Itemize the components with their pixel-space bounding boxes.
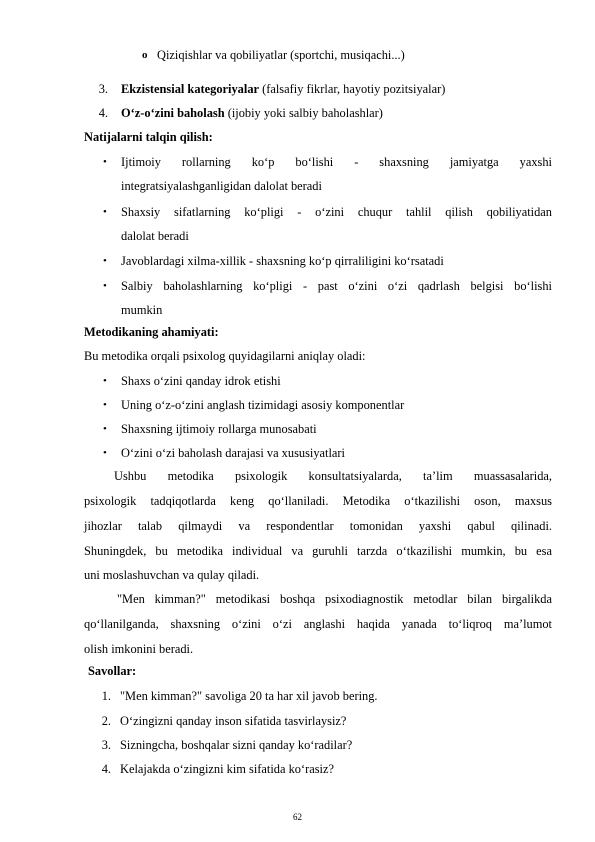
category-term: O‘z-o‘zini baholash bbox=[121, 106, 225, 120]
paragraph-line: Ushbu metodika psixologik konsultatsiyalarda, ta’lim muassasalarida, bbox=[114, 469, 552, 483]
category-desc: (falsafiy fikrlar, hayotiy pozitsiyalar) bbox=[259, 82, 446, 96]
section-heading: Metodikaning ahamiyati: bbox=[84, 325, 219, 339]
question-item: Sizningcha, boshqalar sizni qanday ko‘radilar? bbox=[120, 738, 353, 752]
page-number: 62 bbox=[293, 812, 302, 822]
question-item: "Men kimman?" savoliga 20 ta har xil javob bering. bbox=[120, 689, 378, 703]
bullet: • bbox=[103, 423, 107, 435]
bullet-text: mumkin bbox=[121, 303, 163, 317]
bullet-text: Shaxsiy sifatlarning ko‘pligi - o‘zini chuqur tahlil qilish qobiliyatidan bbox=[121, 205, 552, 219]
paragraph-line: jihozlar talab qilmaydi va respondentlar tomonidan yaxshi qabul qilinadi. bbox=[84, 519, 552, 533]
bullet-text: Ijtimoiy rollarning ko‘p bo‘lishi - shaxsning jamiyatga yaxshi bbox=[121, 155, 552, 169]
bullet: • bbox=[103, 206, 107, 218]
bullet-text: Shaxs o‘zini qanday idrok etishi bbox=[121, 374, 281, 388]
list-number: 2. bbox=[101, 714, 111, 728]
list-number: 4. bbox=[98, 106, 108, 120]
paragraph-line: uni moslashuvchan va qulay qiladi. bbox=[84, 568, 260, 582]
bullet-text: Javoblardagi xilma-xillik - shaxsning ko‘p qirraliligini ko‘rsatadi bbox=[121, 254, 444, 268]
sub-list-item: Qiziqishlar va qobiliyatlar (sportchi, musiqachi...) bbox=[157, 48, 405, 62]
section-heading: Natijalarni talqin qilish: bbox=[84, 130, 213, 144]
list-number: 3. bbox=[98, 82, 108, 96]
bullet: • bbox=[103, 255, 107, 267]
list-number: 4. bbox=[101, 762, 111, 776]
paragraph-line: "Men kimman?" metodikasi boshqa psixodiagnostik metodlar bilan birgalikda bbox=[117, 592, 552, 606]
section-heading: Savollar: bbox=[88, 664, 137, 678]
bullet-text: dalolat beradi bbox=[121, 229, 189, 243]
list-number: 1. bbox=[101, 689, 111, 703]
category-item bbox=[121, 78, 445, 100]
bullet: • bbox=[103, 280, 107, 292]
bullet-text: Shaxsning ijtimoiy rollarga munosabati bbox=[121, 422, 317, 436]
bullet: • bbox=[103, 399, 107, 411]
bullet: • bbox=[103, 447, 107, 459]
question-item: Kelajakda o‘zingizni kim sifatida ko‘rasiz? bbox=[120, 762, 334, 776]
category-item bbox=[121, 102, 383, 124]
paragraph-line: olish imkonini beradi. bbox=[84, 642, 194, 656]
bullet: • bbox=[103, 375, 107, 387]
paragraph-line: Shuningdek, bu metodika individual va guruhli tarzda o‘tkazilishi mumkin, bu esa bbox=[84, 544, 552, 558]
paragraph-line: qo‘llanilganda, shaxsning o‘zini o‘zi anglashi haqida yanada to‘liqroq ma’lumot bbox=[84, 617, 552, 631]
circle-bullet: o bbox=[142, 49, 148, 61]
category-desc: (ijobiy yoki salbiy baholashlar) bbox=[224, 106, 383, 120]
bullet-text: integratsiyalashganligidan dalolat beradi bbox=[121, 179, 322, 193]
question-item: O‘zingizni qanday inson sifatida tasvirlaysiz? bbox=[120, 714, 347, 728]
bullet-text: Salbiy baholashlarning ko‘pligi - past o‘zini o‘zi qadrlash belgisi bo‘lishi bbox=[121, 279, 552, 293]
list-number: 3. bbox=[101, 738, 111, 752]
bullet-text: O‘zini o‘zi baholash darajasi va xususiyatlari bbox=[121, 446, 345, 460]
paragraph-line: psixologik tadqiqotlarda keng qo‘llaniladi. Metodika o‘tkazilishi oson, maxsus bbox=[84, 494, 552, 508]
category-term: Ekzistensial kategoriyalar bbox=[121, 82, 260, 96]
bullet-text: Uning o‘z-o‘zini anglash tizimidagi asosiy komponentlar bbox=[121, 398, 405, 412]
intro-text: Bu metodika orqali psixolog quyidagilarni aniqlay oladi: bbox=[84, 349, 366, 363]
bullet: • bbox=[103, 156, 107, 168]
